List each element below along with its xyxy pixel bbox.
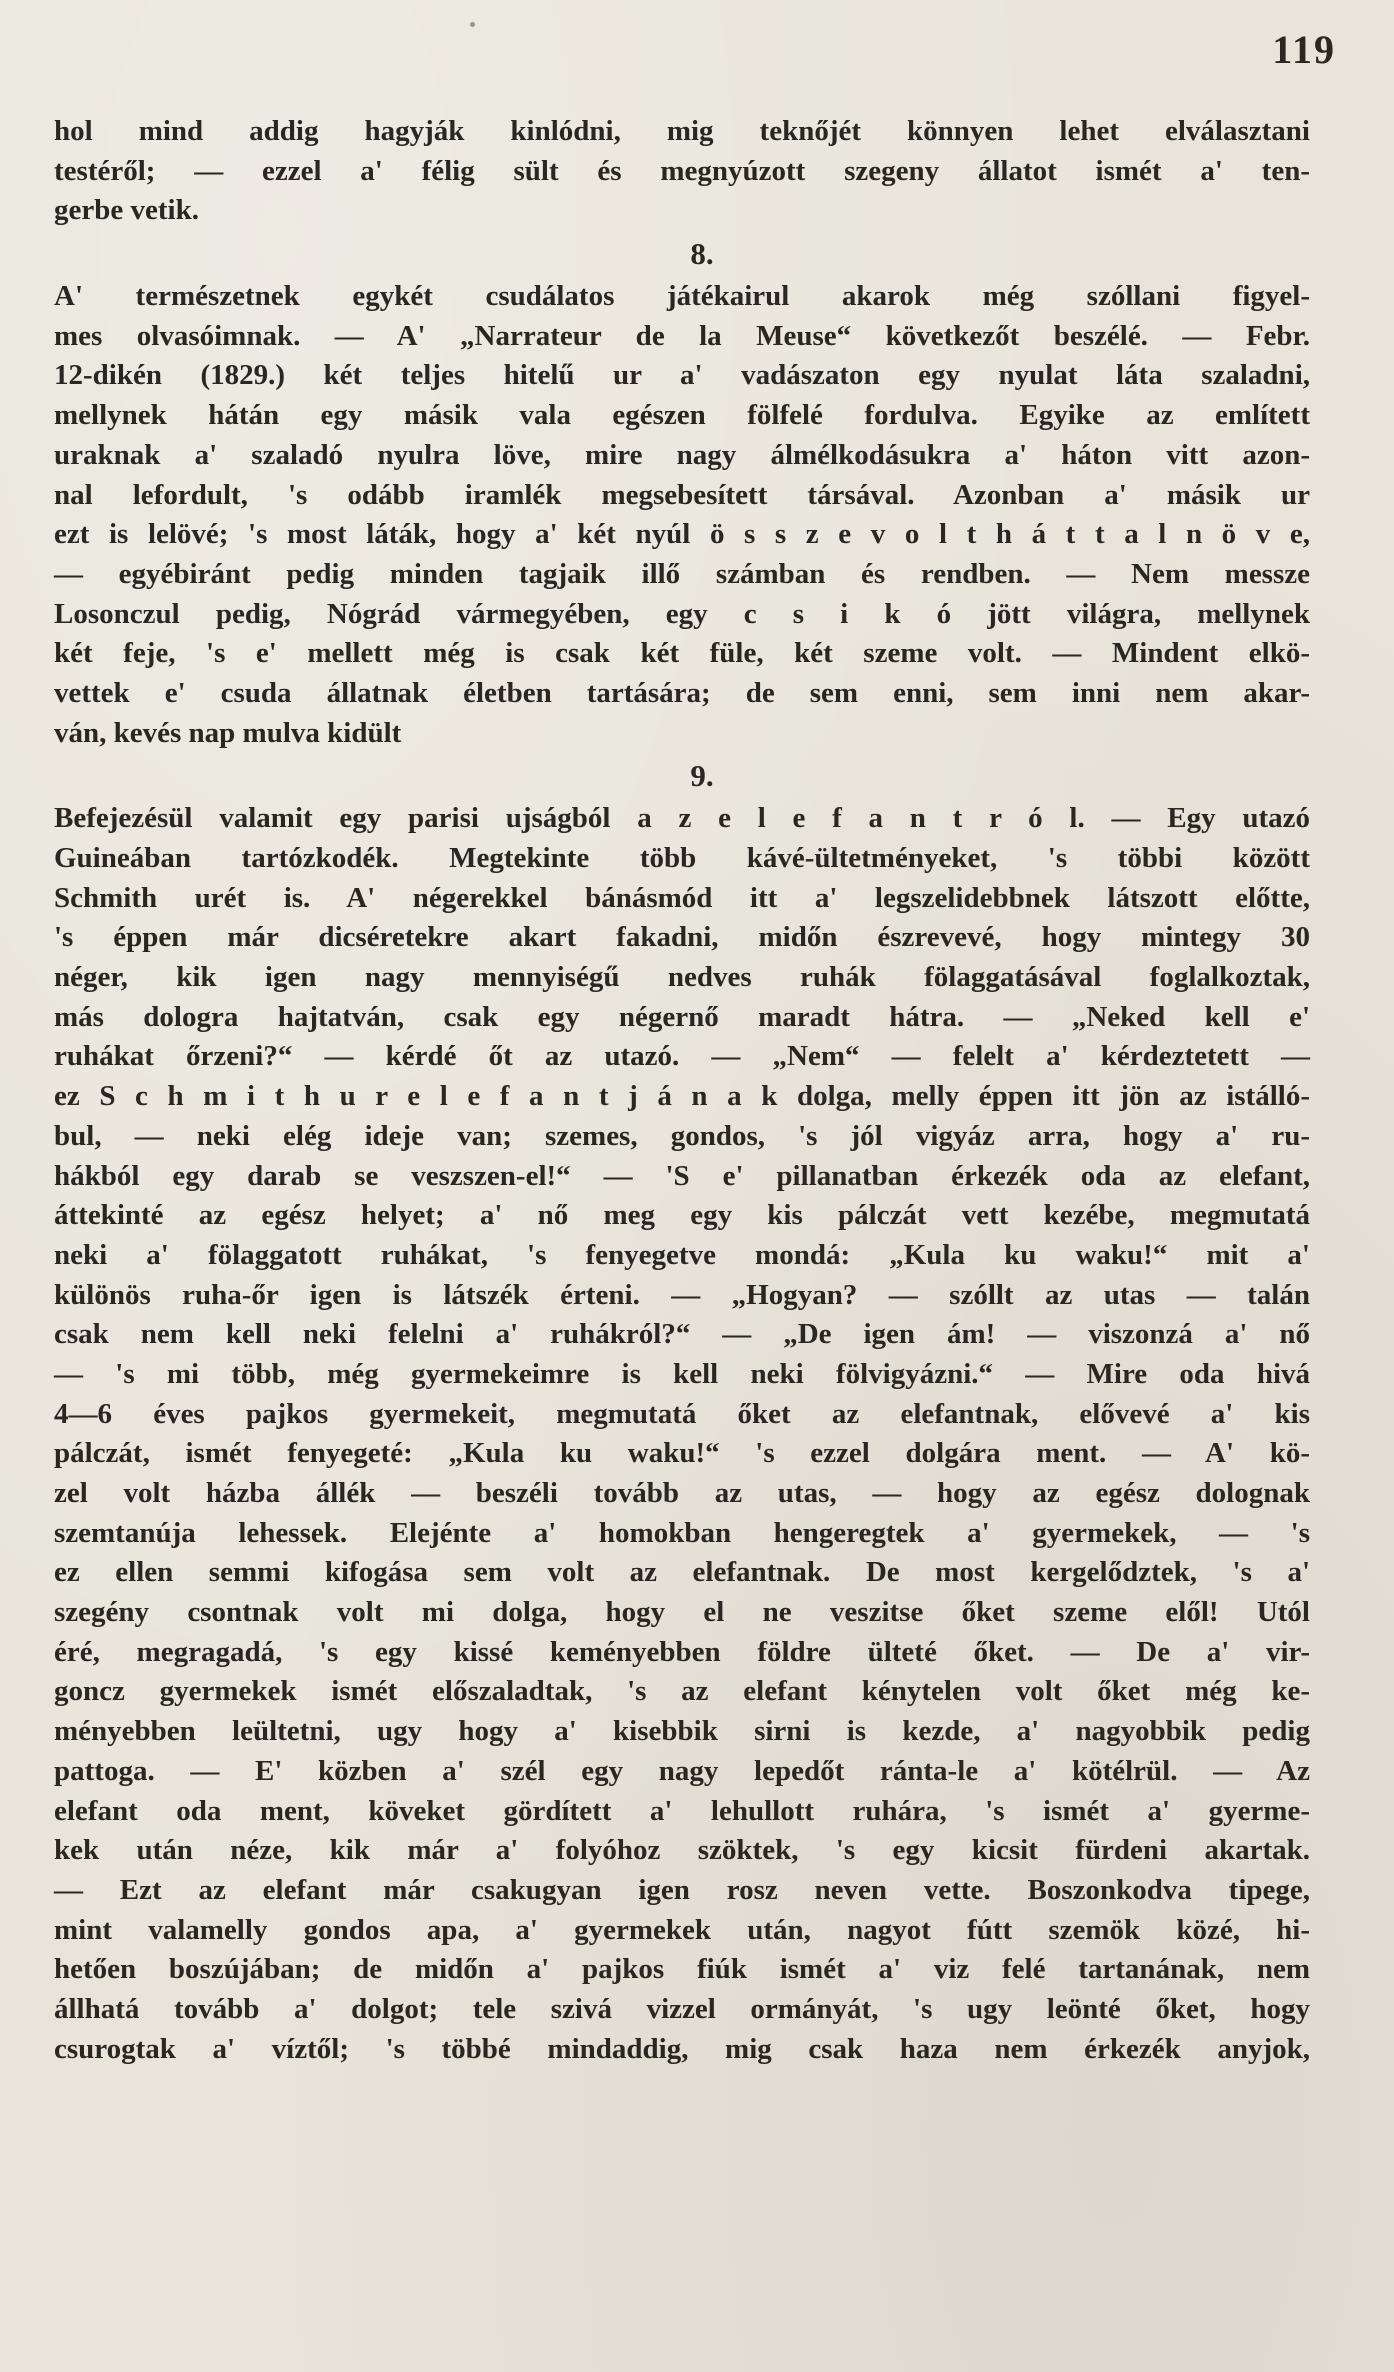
print-speck [470, 22, 475, 27]
text-line: Losonczul pedig, Nógrád vármegyében, egy c s i k ó jött világra, mellynek [54, 597, 1310, 630]
text-line: ez S c h m i t h u r e l e f a n t j á n a k dolga, melly éppen itt jön az istálló- [54, 1080, 1310, 1113]
text-line: szegény csontnak volt mi dolga, hogy el ne veszitse őket szeme elől! Utól [54, 1596, 1310, 1629]
text-line: vettek e' csuda állatnak életben tartására; de sem enni, sem inni nem akar- [54, 676, 1310, 709]
section-number: 8. [690, 236, 714, 272]
text-line: elefant oda ment, köveket gördített a' lehullott ruhára, 's ismét a' gyerme- [54, 1794, 1310, 1827]
text-line: Guineában tartózkodék. Megtekinte több kávé-ültetményeket, 's többi között [54, 842, 1310, 874]
text-line: csak nem kell neki felelni a' ruhákról?“ — „De igen ám! — viszonzá a' nő [54, 1318, 1310, 1351]
text-line: 4—6 éves pajkos gyermekeit, megmutatá őket az elefantnak, elővevé a' kis [54, 1397, 1310, 1430]
text-line: bul, — neki elég ideje van; szemes, gondos, 's jól vigyáz arra, hogy a' ru- [54, 1119, 1310, 1152]
body-text [54, 112, 1310, 2069]
text-line: mellynek hátán egy másik vala egészen fölfelé fordulva. Egyike az említett [54, 399, 1310, 432]
section-number: 9. [690, 758, 714, 794]
text-line: kek után néze, kik már a' folyóhoz szöktek, 's egy kicsit fürdeni akartak. [54, 1834, 1310, 1867]
text-line: ruhákat őrzeni?“ — kérdé őt az utazó. — „Nem“ — felelt a' kérdeztetett — [54, 1040, 1310, 1073]
text-line: ez ellen semmi kifogása sem volt az elefantnak. De most kergelődztek, 's a' [54, 1556, 1310, 1589]
text-line: gerbe vetik. [54, 194, 199, 227]
text-line: goncz gyermekek ismét előszaladtak, 's az elefant kénytelen volt őket még ke- [54, 1675, 1310, 1708]
text-line: — 's mi több, még gyermekeimre is kell neki fölvigyázni.“ — Mire oda hivá [54, 1357, 1310, 1390]
text-line: néger, kik igen nagy mennyiségű nedves ruhák fölaggatásával foglalkoztak, [54, 961, 1310, 994]
text-line: hákból egy darab se veszszen-el!“ — 'S e' pillanatban érkezék oda az elefant, [54, 1159, 1310, 1192]
text-line: állhatá tovább a' dolgot; tele szivá vizzel ormányát, 's ugy leönté őket, hogy [54, 1992, 1310, 2025]
text-line: mint valamelly gondos apa, a' gyermekek után, nagyot fútt szemök közé, hi- [54, 1913, 1310, 1946]
text-line: 12-dikén (1829.) két teljes hitelű ur a' vadászaton egy nyulat láta szaladni, [54, 359, 1310, 392]
text-line: testéről; — ezzel a' félig sült és megnyúzott szegeny állatot ismét a' ten- [54, 154, 1310, 187]
text-line: áttekinté az egész helyet; a' nő meg egy kis pálczát vett kezébe, megmutatá [54, 1199, 1310, 1232]
text-line: szemtanúja lehessek. Elejénte a' homokban hengeregtek a' gyermekek, — 's [54, 1516, 1310, 1549]
text-line: két feje, 's e' mellett még is csak két füle, két szeme volt. — Mindent elkö- [54, 637, 1310, 670]
text-line: éré, megragadá, 's egy kissé keményebben földre ülteté őket. — De a' vir- [54, 1635, 1310, 1668]
text-line: A' természetnek egykét csudálatos játékairul akarok még szóllani figyel- [54, 280, 1310, 313]
text-line: neki a' fölaggatott ruhákat, 's fenyegetve mondá: „Kula ku waku!“ mit a' [54, 1238, 1310, 1271]
text-line: hol mind addig hagyják kinlódni, mig teknőjét könnyen lehet elválasztani [54, 115, 1310, 147]
text-line: uraknak a' szaladó nyulra löve, mire nagy álmélkodásukra a' háton vitt azon- [54, 438, 1310, 471]
text-line: más dologra hajtatván, csak egy négernő maradt hátra. — „Neked kell e' [54, 1000, 1310, 1033]
text-line: Befejezésül valamit egy parisi ujságból a z e l e f a n t r ó l. — Egy utazó [54, 802, 1310, 835]
text-line: mes olvasóimnak. — A' „Narrateur de la Meuse“ következőt beszélé. — Febr. [54, 319, 1310, 352]
text-line: nal lefordult, 's odább iramlék megsebesített társával. Azonban a' másik ur [54, 478, 1310, 511]
text-line: zel volt házba állék — beszéli tovább az utas, — hogy az egész dolognak [54, 1477, 1310, 1509]
text-line: csurogtak a' víztől; 's többé mindaddig, mig csak haza nem érkezék anyjok, [54, 2032, 1310, 2065]
text-line: különös ruha-őr igen is látszék érteni. — „Hogyan? — szóllt az utas — talán [54, 1278, 1310, 1311]
text-line: 's éppen már dicséretekre akart fakadni, midőn észrevevé, hogy mintegy 30 [54, 921, 1310, 954]
text-line: pálczát, ismét fenyegeté: „Kula ku waku!“ 's ezzel dolgára ment. — A' kö- [54, 1437, 1310, 1470]
text-line: ván, kevés nap mulva kidült [54, 716, 402, 749]
text-line: ezt is lelövé; 's most láták, hogy a' két nyúl ö s s z e v o l t h á t t a l n ö v e, [54, 518, 1310, 551]
text-line: Schmith urét is. A' négerekkel bánásmód itt a' legszelidebbnek látszott előtte, [54, 881, 1310, 914]
text-line: — Ezt az elefant már csakugyan igen rosz neven vette. Boszonkodva tipege, [54, 1873, 1310, 1906]
text-line: ményebben leültetni, ugy hogy a' kisebbik sirni is kezde, a' nagyobbik pedig [54, 1715, 1310, 1748]
text-line: pattoga. — E' közben a' szél egy nagy lepedőt rántа-le a' kötélrül. — Az [54, 1754, 1310, 1787]
page-number: 119 [1272, 27, 1336, 72]
text-line: hetően boszújában; de midőn a' pajkos fiúk ismét a' viz felé tartanának, nem [54, 1953, 1310, 1986]
text-line: — egyébiránt pedig minden tagjaik illő számban és rendben. — Nem messze [54, 557, 1310, 590]
